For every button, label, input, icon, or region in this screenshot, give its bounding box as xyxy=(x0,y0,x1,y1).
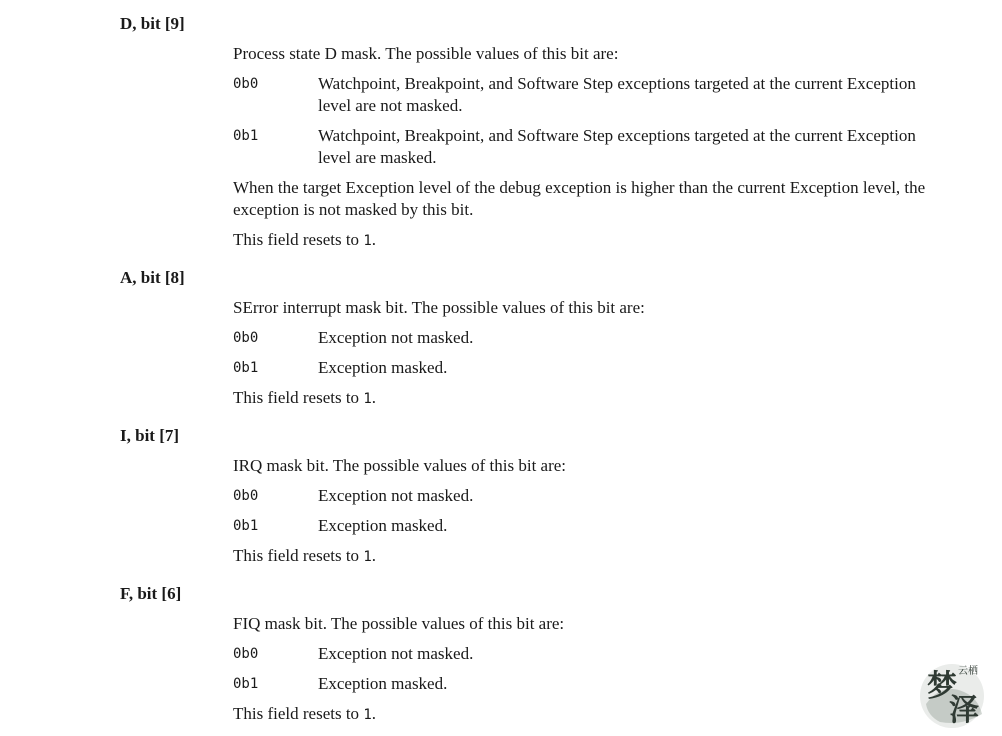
field-title: F, bit [6] xyxy=(120,584,182,603)
field-title: A, bit [8] xyxy=(120,268,185,287)
value-code: 0b0 xyxy=(233,646,259,662)
reset-suffix: . xyxy=(371,704,376,723)
value-description: Exception masked. xyxy=(318,516,448,535)
watermark-second-char: 泽 xyxy=(949,693,979,728)
value-description: Exception masked. xyxy=(318,358,448,377)
field-intro: FIQ mask bit. The possible values of this bit are: xyxy=(233,614,565,633)
value-description: Exception not masked. xyxy=(318,486,474,505)
reset-line xyxy=(233,229,376,252)
watermark-main-char: 梦 xyxy=(927,669,957,704)
value-description: Watchpoint, Breakpoint, and Software Step exceptions targeted at the current Exception level are masked. xyxy=(318,126,916,167)
value-code: 0b1 xyxy=(233,518,259,534)
reset-line xyxy=(233,545,376,568)
field-title: D, bit [9] xyxy=(120,14,185,33)
value-code: 0b0 xyxy=(233,76,259,92)
reset-value: 1 xyxy=(363,233,372,249)
value-code: 0b0 xyxy=(233,330,259,346)
field-intro: SError interrupt mask bit. The possible values of this bit are: xyxy=(233,298,645,317)
reset-value: 1 xyxy=(363,707,372,723)
reset-prefix: This field resets to xyxy=(233,546,364,565)
reset-prefix: This field resets to xyxy=(233,704,364,723)
value-code: 0b1 xyxy=(233,360,259,376)
value-code: 0b0 xyxy=(233,488,259,504)
reset-suffix: . xyxy=(371,230,376,249)
field-intro: Process state D mask. The possible values of this bit are: xyxy=(233,44,619,63)
value-description: Watchpoint, Breakpoint, and Software Step exceptions targeted at the current Exception level are not masked. xyxy=(318,74,916,115)
reset-suffix: . xyxy=(371,388,376,407)
reset-value: 1 xyxy=(363,391,372,407)
watermark-logo-icon xyxy=(912,652,992,732)
reset-prefix: This field resets to xyxy=(233,230,364,249)
watermark-small-text: 云栖 xyxy=(958,666,978,677)
value-description: Exception not masked. xyxy=(318,644,474,663)
field-title: I, bit [7] xyxy=(120,426,180,445)
field-intro: IRQ mask bit. The possible values of this bit are: xyxy=(233,456,567,475)
reset-value: 1 xyxy=(363,549,372,565)
value-description: Exception masked. xyxy=(318,674,448,693)
value-description: Exception not masked. xyxy=(318,328,474,347)
reset-prefix: This field resets to xyxy=(233,388,364,407)
reset-line xyxy=(233,387,376,410)
value-code: 0b1 xyxy=(233,676,259,692)
value-code: 0b1 xyxy=(233,128,259,144)
reset-suffix: . xyxy=(371,546,376,565)
field-note: When the target Exception level of the debug exception is higher than the current Exception level, the exception is not masked by this bit. xyxy=(233,178,926,219)
reset-line xyxy=(233,703,376,726)
